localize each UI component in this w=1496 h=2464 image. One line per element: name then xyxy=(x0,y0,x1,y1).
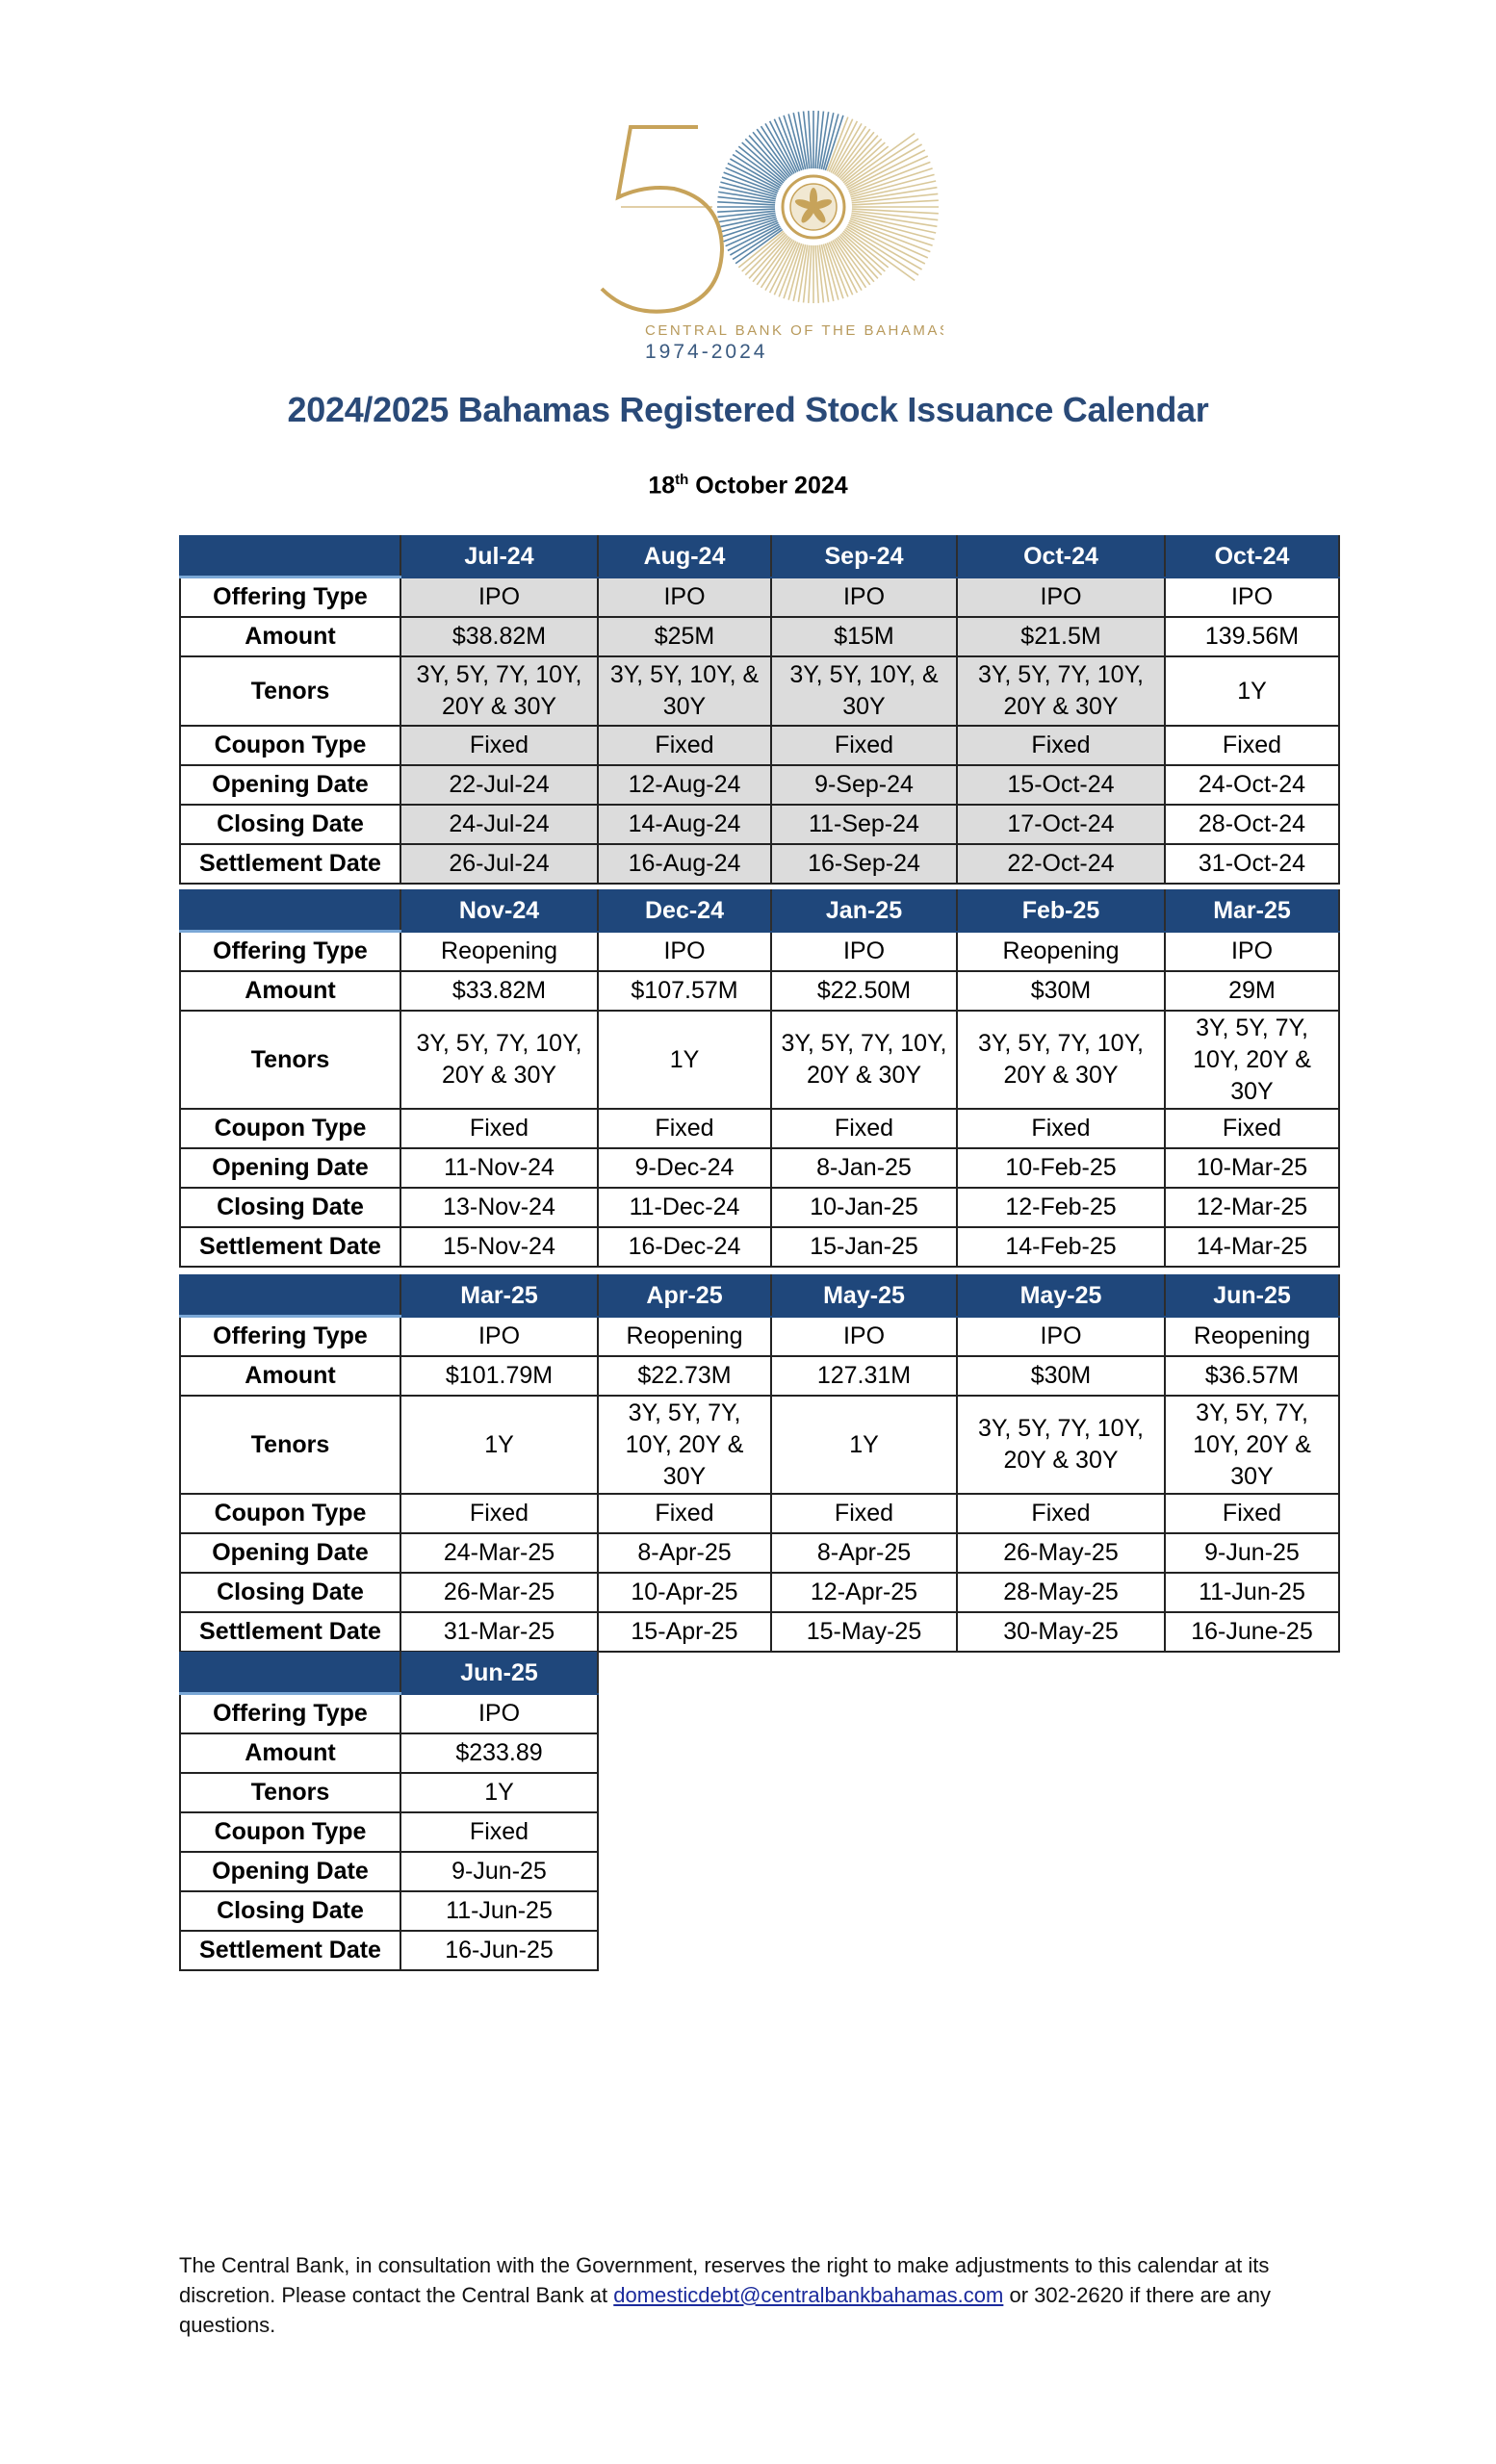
sunburst-ray xyxy=(849,220,930,251)
month-header-row xyxy=(180,890,1339,932)
cell-offering-type: IPO xyxy=(771,932,957,972)
disclaimer-text: The Central Bank, in consultation with the Government, reserves the right to make adjustments to this calendar at its discretion. Please contact the Central Bank at xyxy=(179,2253,1270,2307)
cell-amount: $30M xyxy=(957,1356,1165,1396)
cell-settlement-date: 15-May-25 xyxy=(771,1612,957,1652)
month-header: Sep-24 xyxy=(771,536,957,578)
logo-graphic xyxy=(578,96,943,366)
row-label: Offering Type xyxy=(180,932,400,972)
cell-coupon-type: Fixed xyxy=(957,726,1165,765)
logo-years: 1974-2024 xyxy=(645,341,768,363)
sunburst-ray xyxy=(749,136,787,179)
row-settlement-date xyxy=(180,1612,1339,1652)
month-header: Aug-24 xyxy=(598,536,771,578)
row-label: Closing Date xyxy=(180,1573,400,1612)
cell-opening-date: 24-Oct-24 xyxy=(1165,765,1339,805)
cell-offering-type: IPO xyxy=(598,578,771,618)
cell-opening-date: 9-Jun-25 xyxy=(400,1852,598,1891)
cell-opening-date: 8-Jan-25 xyxy=(771,1148,957,1188)
cell-coupon-type: Fixed xyxy=(1165,726,1339,765)
cell-opening-date: 10-Feb-25 xyxy=(957,1148,1165,1188)
row-coupon-type xyxy=(180,1109,1339,1148)
row-amount xyxy=(180,1356,1339,1396)
cell-amount: $15M xyxy=(771,617,957,656)
cell-opening-date: 26-May-25 xyxy=(957,1533,1165,1573)
cell-coupon-type: Fixed xyxy=(598,1109,771,1148)
row-settlement-date xyxy=(180,844,1339,884)
cell-closing-date: 11-Sep-24 xyxy=(771,805,957,844)
cell-settlement-date: 15-Nov-24 xyxy=(400,1227,598,1267)
numeral-five-icon xyxy=(602,127,722,312)
sunburst-ray xyxy=(722,218,777,237)
cell-amount: $107.57M xyxy=(598,971,771,1011)
row-label: Amount xyxy=(180,1733,400,1773)
cell-closing-date: 13-Nov-24 xyxy=(400,1188,598,1227)
row-label: Tenors xyxy=(180,1396,400,1494)
month-header: Feb-25 xyxy=(957,890,1165,932)
month-header-row xyxy=(180,1653,598,1694)
row-amount xyxy=(180,971,1339,1011)
cell-settlement-date: 16-June-25 xyxy=(1165,1612,1339,1652)
cell-coupon-type: Fixed xyxy=(771,1109,957,1148)
cell-tenors: 3Y, 5Y, 7Y, 10Y, 20Y & 30Y xyxy=(400,656,598,726)
row-label: Amount xyxy=(180,1356,400,1396)
cell-settlement-date: 30-May-25 xyxy=(957,1612,1165,1652)
cell-opening-date: 9-Sep-24 xyxy=(771,765,957,805)
cell-tenors: 3Y, 5Y, 7Y, 10Y, 20Y & 30Y xyxy=(1165,1011,1339,1109)
cell-coupon-type: Fixed xyxy=(1165,1494,1339,1533)
row-label: Amount xyxy=(180,971,400,1011)
cell-coupon-type: Fixed xyxy=(400,1494,598,1533)
cell-amount: $38.82M xyxy=(400,617,598,656)
row-amount xyxy=(180,617,1339,656)
row-label: Settlement Date xyxy=(180,1227,400,1267)
month-header: May-25 xyxy=(957,1275,1165,1317)
issue-date-day: 18 xyxy=(648,472,676,500)
cell-offering-type: IPO xyxy=(957,1317,1165,1357)
logo-org-name: CENTRAL BANK OF THE BAHAMAS xyxy=(645,322,943,339)
row-amount xyxy=(180,1733,598,1773)
row-closing-date xyxy=(180,805,1339,844)
cell-offering-type: IPO xyxy=(598,932,771,972)
cell-opening-date: 10-Mar-25 xyxy=(1165,1148,1339,1188)
cell-offering-type: IPO xyxy=(400,578,598,618)
cell-amount: $36.57M xyxy=(1165,1356,1339,1396)
row-coupon-type xyxy=(180,1494,1339,1533)
cell-offering-type: IPO xyxy=(400,1694,598,1734)
row-opening-date xyxy=(180,1533,1339,1573)
row-label: Amount xyxy=(180,617,400,656)
cell-tenors: 1Y xyxy=(1165,656,1339,726)
calendar-block-1 xyxy=(179,535,1340,885)
cell-opening-date: 12-Aug-24 xyxy=(598,765,771,805)
cell-offering-type: Reopening xyxy=(957,932,1165,972)
page-title: 2024/2025 Bahamas Registered Stock Issuance Calendar xyxy=(287,390,1209,429)
row-label: Coupon Type xyxy=(180,1109,400,1148)
cell-amount: $30M xyxy=(957,971,1165,1011)
cell-tenors: 3Y, 5Y, 7Y, 10Y, 20Y & 30Y xyxy=(1165,1396,1339,1494)
header-corner-cell xyxy=(180,536,400,578)
month-header: Jan-25 xyxy=(771,890,957,932)
cell-coupon-type: Fixed xyxy=(771,726,957,765)
month-header: Mar-25 xyxy=(400,1275,598,1317)
sunburst-ray xyxy=(784,244,802,298)
cell-offering-type: Reopening xyxy=(400,932,598,972)
cell-tenors: 3Y, 5Y, 7Y, 10Y, 20Y & 30Y xyxy=(957,656,1165,726)
sunburst-ray xyxy=(722,177,777,195)
row-label: Coupon Type xyxy=(180,1494,400,1533)
cell-settlement-date: 16-Aug-24 xyxy=(598,844,771,884)
cell-amount: $21.5M xyxy=(957,617,1165,656)
cell-coupon-type: Fixed xyxy=(771,1494,957,1533)
cell-opening-date: 15-Oct-24 xyxy=(957,765,1165,805)
sunburst-ray xyxy=(839,136,878,179)
issue-date xyxy=(0,472,1496,500)
cell-coupon-type: Fixed xyxy=(400,726,598,765)
cell-settlement-date: 16-Jun-25 xyxy=(400,1931,598,1970)
cell-closing-date: 17-Oct-24 xyxy=(957,805,1165,844)
cell-closing-date: 12-Feb-25 xyxy=(957,1188,1165,1227)
row-tenors xyxy=(180,1396,1339,1494)
cell-settlement-date: 31-Mar-25 xyxy=(400,1612,598,1652)
month-header: Jun-25 xyxy=(400,1653,598,1694)
row-label: Opening Date xyxy=(180,765,400,805)
cell-closing-date: 10-Jan-25 xyxy=(771,1188,957,1227)
cell-tenors: 3Y, 5Y, 10Y, & 30Y xyxy=(771,656,957,726)
row-offering-type xyxy=(180,932,1339,972)
row-label: Settlement Date xyxy=(180,1931,400,1970)
month-header: Nov-24 xyxy=(400,890,598,932)
month-header: Apr-25 xyxy=(598,1275,771,1317)
sunburst-ray xyxy=(842,233,886,271)
cell-opening-date: 8-Apr-25 xyxy=(598,1533,771,1573)
row-offering-type xyxy=(180,1694,598,1734)
cell-coupon-type: Fixed xyxy=(957,1494,1165,1533)
cell-closing-date: 28-May-25 xyxy=(957,1573,1165,1612)
cell-coupon-type: Fixed xyxy=(598,1494,771,1533)
row-coupon-type xyxy=(180,726,1339,765)
cell-settlement-date: 16-Sep-24 xyxy=(771,844,957,884)
row-label: Opening Date xyxy=(180,1148,400,1188)
month-header: Jul-24 xyxy=(400,536,598,578)
cell-amount: $25M xyxy=(598,617,771,656)
sunburst-ray xyxy=(839,236,878,279)
cell-closing-date: 11-Jun-25 xyxy=(1165,1573,1339,1612)
issue-date-suffix: th xyxy=(675,472,689,488)
cell-coupon-type: Fixed xyxy=(957,1109,1165,1148)
cell-closing-date: 10-Apr-25 xyxy=(598,1573,771,1612)
cell-offering-type: IPO xyxy=(400,1317,598,1357)
row-tenors xyxy=(180,1011,1339,1109)
cell-settlement-date: 26-Jul-24 xyxy=(400,844,598,884)
cell-opening-date: 8-Apr-25 xyxy=(771,1533,957,1573)
row-label: Settlement Date xyxy=(180,1612,400,1652)
sunburst-ray xyxy=(742,142,786,181)
sunburst-ray xyxy=(749,236,787,279)
cell-offering-type: IPO xyxy=(771,1317,957,1357)
cell-amount: $233.89 xyxy=(400,1733,598,1773)
row-label: Tenors xyxy=(180,1011,400,1109)
cell-offering-type: IPO xyxy=(957,578,1165,618)
sunburst-ray xyxy=(840,139,881,179)
cell-opening-date: 9-Jun-25 xyxy=(1165,1533,1339,1573)
header-corner-cell xyxy=(180,890,400,932)
row-closing-date xyxy=(180,1573,1339,1612)
cell-offering-type: Reopening xyxy=(598,1317,771,1357)
cell-amount: $22.50M xyxy=(771,971,957,1011)
row-label: Tenors xyxy=(180,656,400,726)
row-label: Coupon Type xyxy=(180,726,400,765)
header-corner-cell xyxy=(180,1653,400,1694)
month-header: Dec-24 xyxy=(598,890,771,932)
sunburst-ray xyxy=(842,142,886,181)
cell-closing-date: 28-Oct-24 xyxy=(1165,805,1339,844)
row-label: Offering Type xyxy=(180,1317,400,1357)
cell-tenors: 3Y, 5Y, 7Y, 10Y, 20Y & 30Y xyxy=(771,1011,957,1109)
month-header-row xyxy=(180,1275,1339,1317)
row-label: Closing Date xyxy=(180,1891,400,1931)
cell-closing-date: 12-Apr-25 xyxy=(771,1573,957,1612)
sunburst-ray xyxy=(742,233,786,271)
cell-coupon-type: Fixed xyxy=(598,726,771,765)
cell-tenors: 3Y, 5Y, 7Y, 10Y, 20Y & 30Y xyxy=(598,1396,771,1494)
cell-closing-date: 11-Jun-25 xyxy=(400,1891,598,1931)
row-closing-date xyxy=(180,1188,1339,1227)
calendar-block-3 xyxy=(179,1274,1340,1653)
cell-tenors: 1Y xyxy=(400,1773,598,1812)
sunburst-ray xyxy=(745,139,786,179)
month-header: Mar-25 xyxy=(1165,890,1339,932)
cell-coupon-type: Fixed xyxy=(1165,1109,1339,1148)
cell-tenors: 1Y xyxy=(400,1396,598,1494)
row-opening-date xyxy=(180,765,1339,805)
cell-tenors: 1Y xyxy=(771,1396,957,1494)
cell-coupon-type: Fixed xyxy=(400,1109,598,1148)
row-offering-type xyxy=(180,578,1339,618)
cell-closing-date: 12-Mar-25 xyxy=(1165,1188,1339,1227)
cell-opening-date: 11-Nov-24 xyxy=(400,1148,598,1188)
cell-offering-type: IPO xyxy=(771,578,957,618)
row-label: Settlement Date xyxy=(180,844,400,884)
cell-closing-date: 24-Jul-24 xyxy=(400,805,598,844)
cell-amount: 127.31M xyxy=(771,1356,957,1396)
cell-settlement-date: 22-Oct-24 xyxy=(957,844,1165,884)
row-label: Coupon Type xyxy=(180,1812,400,1852)
cell-settlement-date: 31-Oct-24 xyxy=(1165,844,1339,884)
month-header-row xyxy=(180,536,1339,578)
row-closing-date xyxy=(180,1891,598,1931)
cell-tenors: 3Y, 5Y, 7Y, 10Y, 20Y & 30Y xyxy=(957,1011,1165,1109)
row-label: Offering Type xyxy=(180,1694,400,1734)
row-tenors xyxy=(180,1773,598,1812)
cell-offering-type: IPO xyxy=(1165,932,1339,972)
row-label: Offering Type xyxy=(180,578,400,618)
cell-settlement-date: 15-Jan-25 xyxy=(771,1227,957,1267)
contact-email-link[interactable]: domesticdebt@centralbankbahamas.com xyxy=(613,2283,1004,2307)
month-header: Oct-24 xyxy=(957,536,1165,578)
month-header: Jun-25 xyxy=(1165,1275,1339,1317)
cell-coupon-type: Fixed xyxy=(400,1812,598,1852)
row-label: Closing Date xyxy=(180,805,400,844)
sunburst-ray xyxy=(840,234,881,274)
cell-opening-date: 22-Jul-24 xyxy=(400,765,598,805)
cell-closing-date: 26-Mar-25 xyxy=(400,1573,598,1612)
disclaimer-note xyxy=(179,2250,1344,2340)
row-opening-date xyxy=(180,1148,1339,1188)
calendar-block-2 xyxy=(179,889,1340,1268)
cell-offering-type: Reopening xyxy=(1165,1317,1339,1357)
calendar-block-4 xyxy=(179,1652,599,1971)
cell-amount: $33.82M xyxy=(400,971,598,1011)
row-coupon-type xyxy=(180,1812,598,1852)
sunburst-ray xyxy=(784,116,802,170)
cell-settlement-date: 14-Feb-25 xyxy=(957,1227,1165,1267)
row-label: Closing Date xyxy=(180,1188,400,1227)
row-tenors xyxy=(180,656,1339,726)
cell-tenors: 1Y xyxy=(598,1011,771,1109)
cell-closing-date: 11-Dec-24 xyxy=(598,1188,771,1227)
row-settlement-date xyxy=(180,1931,598,1970)
cell-settlement-date: 16-Dec-24 xyxy=(598,1227,771,1267)
cell-opening-date: 24-Mar-25 xyxy=(400,1533,598,1573)
cell-offering-type: IPO xyxy=(1165,578,1339,618)
sunburst-ray xyxy=(825,116,843,170)
cell-closing-date: 14-Aug-24 xyxy=(598,805,771,844)
issue-date-rest: October 2024 xyxy=(688,472,848,500)
row-offering-type xyxy=(180,1317,1339,1357)
month-header: Oct-24 xyxy=(1165,536,1339,578)
cell-amount: 29M xyxy=(1165,971,1339,1011)
row-settlement-date xyxy=(180,1227,1339,1267)
cell-tenors: 3Y, 5Y, 7Y, 10Y, 20Y & 30Y xyxy=(957,1396,1165,1494)
row-label: Opening Date xyxy=(180,1533,400,1573)
row-opening-date xyxy=(180,1852,598,1891)
cell-amount: $22.73M xyxy=(598,1356,771,1396)
central-bank-50th-anniversary-logo xyxy=(578,96,943,366)
sunburst-ray xyxy=(745,234,786,274)
cell-tenors: 3Y, 5Y, 7Y, 10Y, 20Y & 30Y xyxy=(400,1011,598,1109)
row-label: Opening Date xyxy=(180,1852,400,1891)
row-label: Tenors xyxy=(180,1773,400,1812)
cell-tenors: 3Y, 5Y, 10Y, & 30Y xyxy=(598,656,771,726)
cell-amount: 139.56M xyxy=(1165,617,1339,656)
sunburst-ray xyxy=(849,162,930,192)
cell-opening-date: 9-Dec-24 xyxy=(598,1148,771,1188)
header-corner-cell xyxy=(180,1275,400,1317)
cell-settlement-date: 14-Mar-25 xyxy=(1165,1227,1339,1267)
sunburst-ray xyxy=(825,244,843,298)
cell-settlement-date: 15-Apr-25 xyxy=(598,1612,771,1652)
disclaimer-contact-text: or 302-2620 if there are any questions. xyxy=(179,2283,1271,2337)
month-header: May-25 xyxy=(771,1275,957,1317)
cell-amount: $101.79M xyxy=(400,1356,598,1396)
